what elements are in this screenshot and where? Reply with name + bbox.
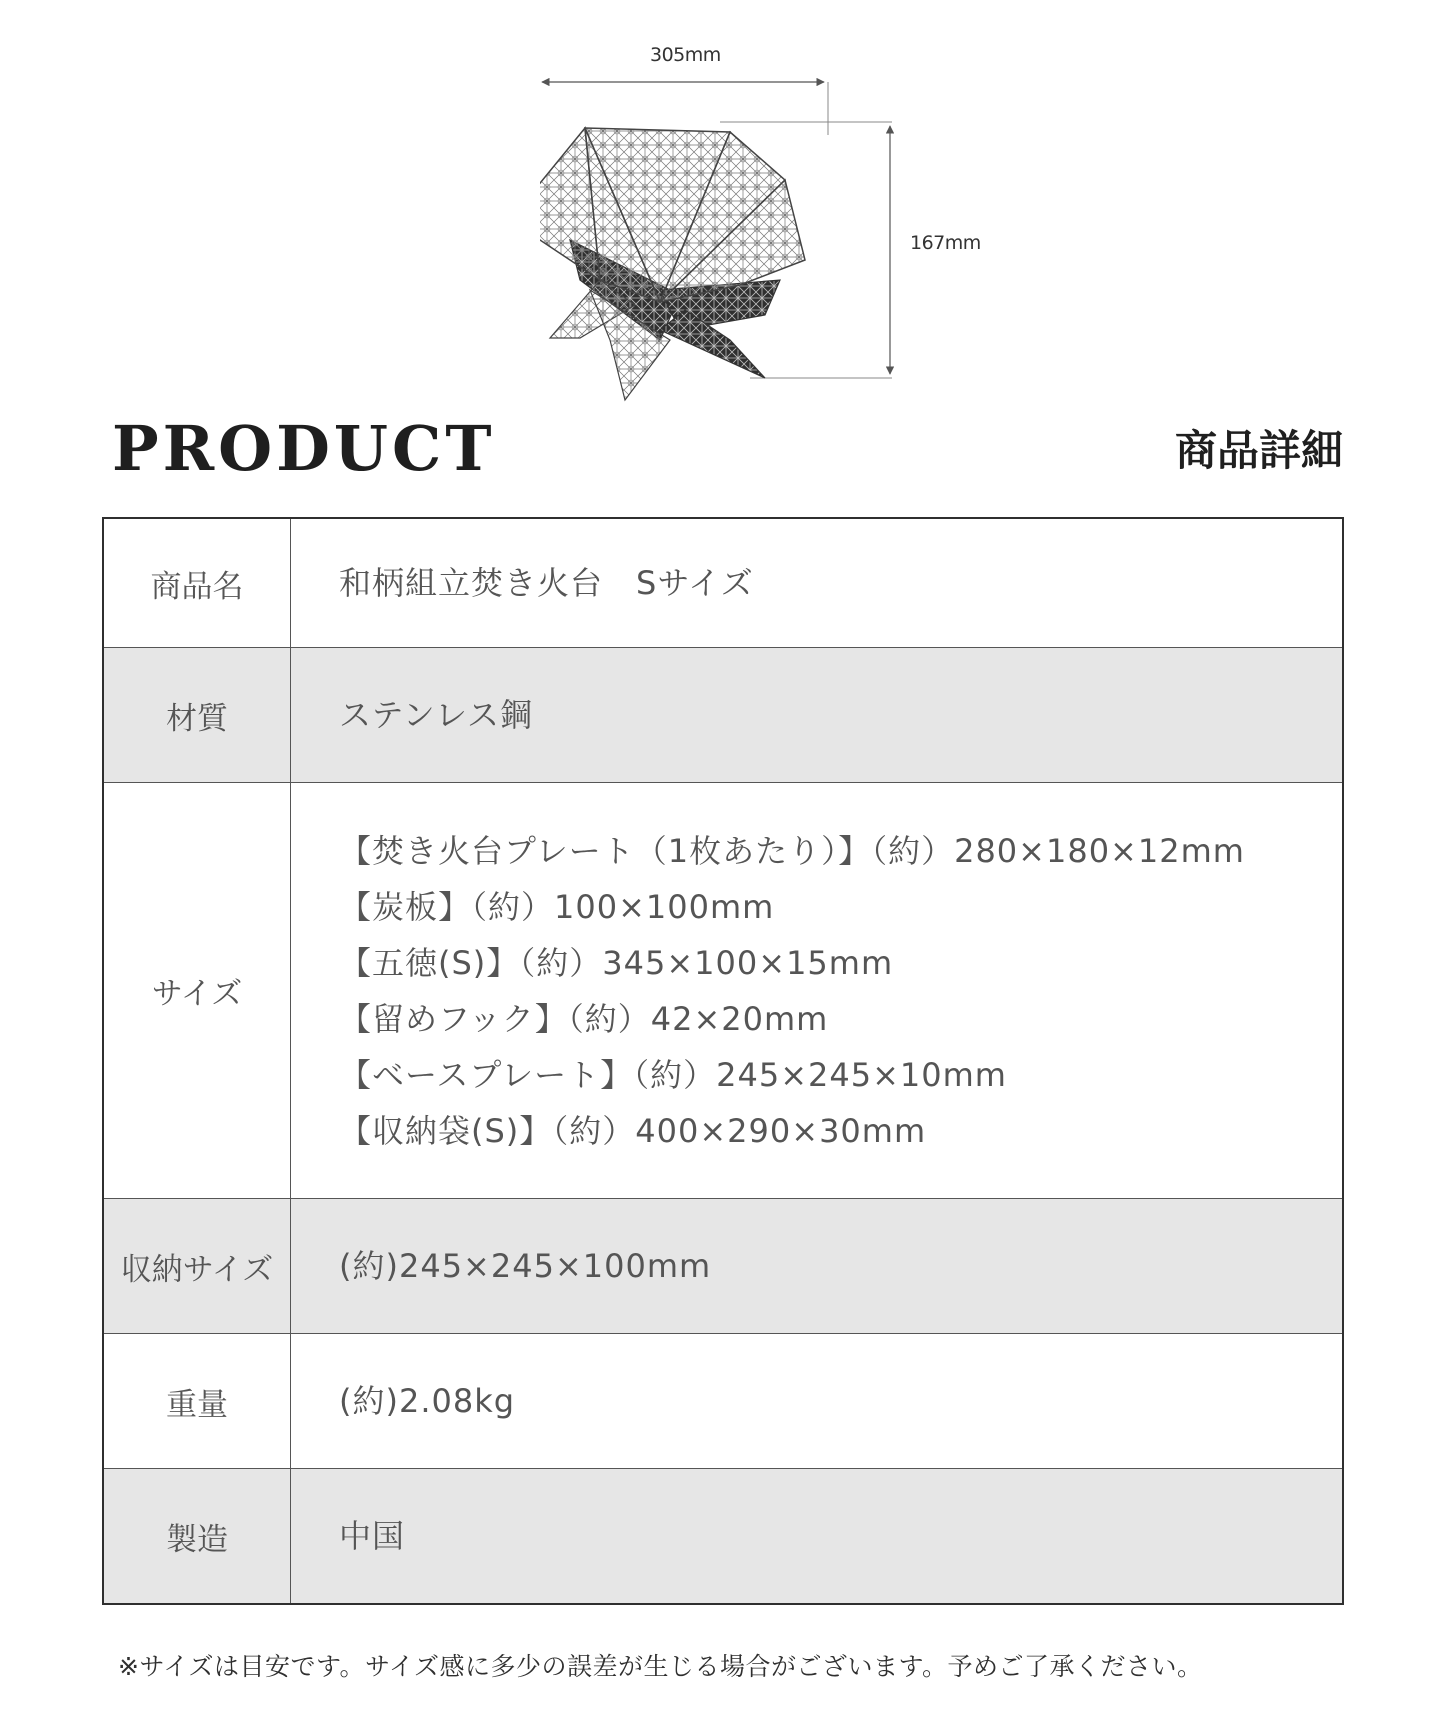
spec-label: 商品名 <box>104 519 291 647</box>
spec-value-line: ステンレス鋼 <box>339 696 534 734</box>
spec-label: 材質 <box>104 648 291 782</box>
size-disclaimer-note: ※サイズは目安です。サイズ感に多少の誤差が生じる場合がございます。予めご了承ください。 <box>118 1652 1203 1681</box>
spec-label: 重量 <box>104 1334 291 1468</box>
spec-value <box>291 1334 1342 1468</box>
spec-value <box>291 1469 1342 1603</box>
spec-value <box>291 783 1342 1198</box>
spec-row-origin <box>104 1469 1342 1603</box>
spec-value-line: 【炭板】（約）100×100mm <box>339 887 775 926</box>
spec-label: 収納サイズ <box>104 1199 291 1333</box>
spec-value-line: 【収納袋(S)】（約）400×290×30mm <box>339 1111 927 1150</box>
spec-row-storage-size <box>104 1199 1342 1334</box>
product-spec-table <box>102 517 1344 1605</box>
spec-label: サイズ <box>104 783 291 1198</box>
spec-value-line: (約)2.08kg <box>339 1382 516 1420</box>
spec-value <box>291 1199 1342 1333</box>
spec-row-product-name <box>104 519 1342 648</box>
spec-row-size <box>104 783 1342 1199</box>
spec-value-line: 【五徳(S)】（約）345×100×15mm <box>339 943 894 982</box>
spec-value-line: 和柄組立焚き火台 Sサイズ <box>339 564 754 602</box>
section-title-jp: 商品詳細 <box>1174 426 1343 475</box>
spec-value <box>291 519 1342 647</box>
spec-value <box>291 648 1342 782</box>
spec-value-line: (約)245×245×100mm <box>339 1247 712 1285</box>
spec-row-material <box>104 648 1342 783</box>
spec-label: 製造 <box>104 1469 291 1603</box>
spec-value-line: 中国 <box>339 1517 406 1555</box>
fire-pit-drawing <box>540 40 1100 460</box>
spec-value-line: 【焚き火台プレート（1枚あたり）】（約）280×180×12mm <box>339 831 1245 870</box>
spec-value-line: 【ベースプレート】（約）245×245×10mm <box>339 1055 1007 1094</box>
product-diagram <box>540 40 1100 460</box>
spec-value-line: 【留めフック】（約）42×20mm <box>339 999 829 1038</box>
section-title-en: PRODUCT <box>112 412 496 485</box>
height-dimension-label: 167mm <box>910 232 981 254</box>
width-dimension-label: 305mm <box>650 44 721 66</box>
spec-row-weight <box>104 1334 1342 1469</box>
